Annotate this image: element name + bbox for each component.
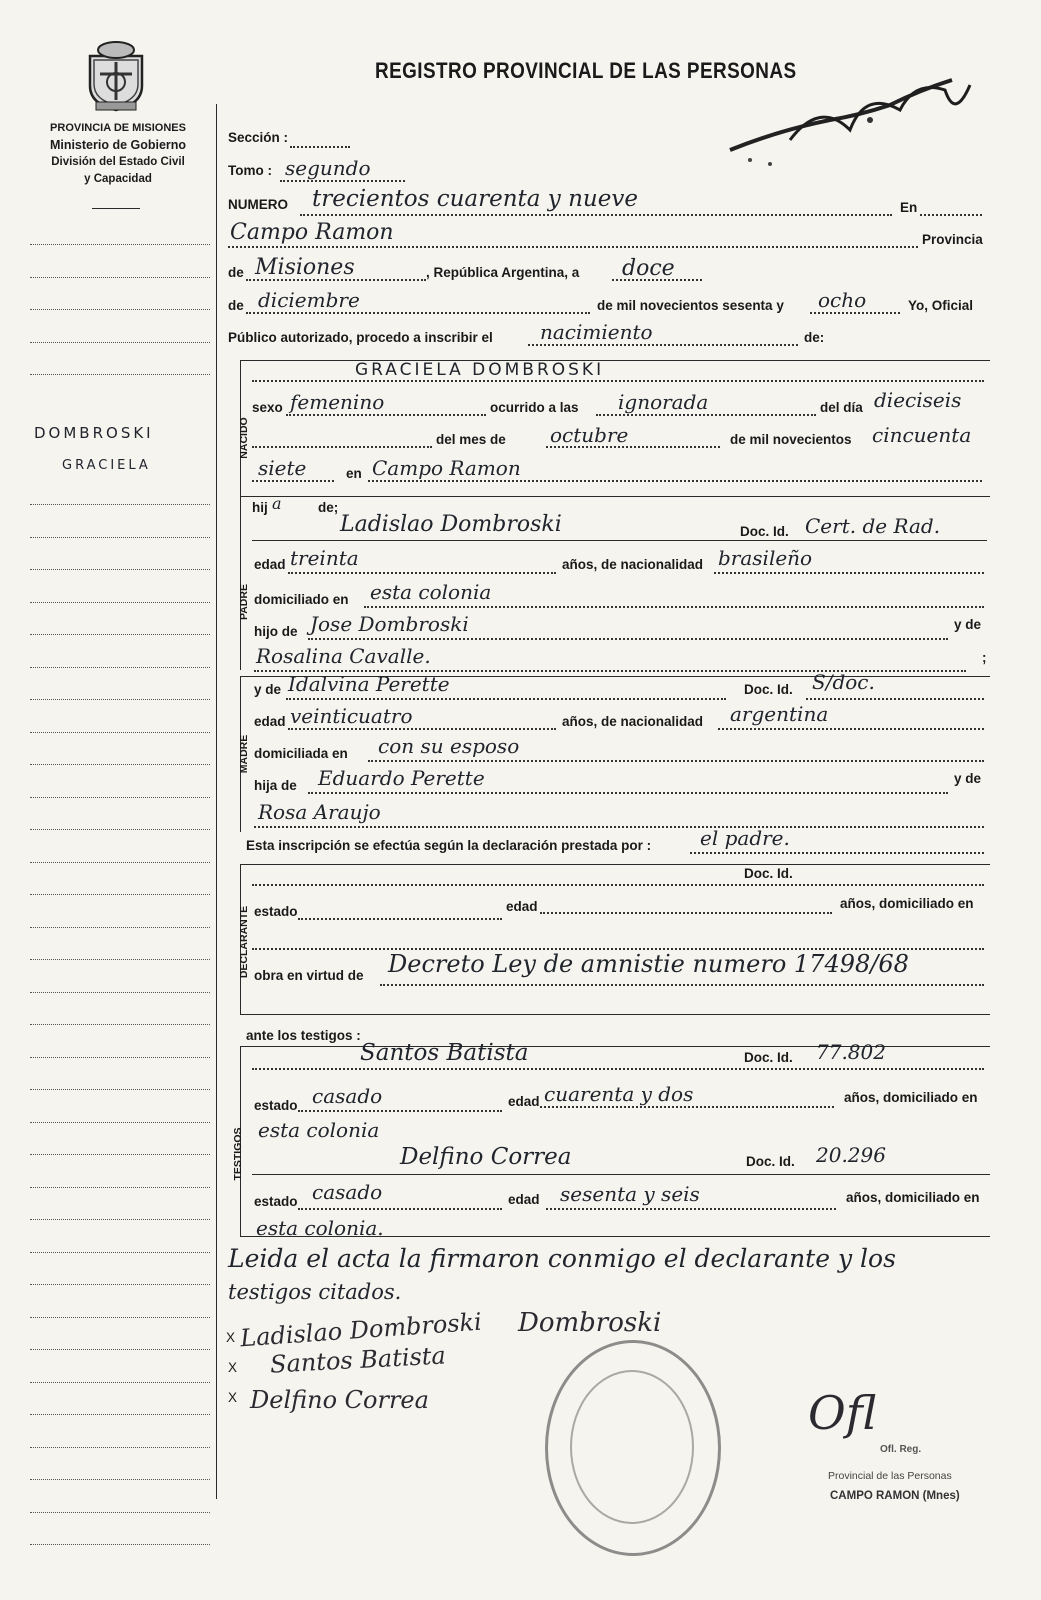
stamp-text-1: Provincial de las Personas [828,1470,952,1482]
provincia-value: Misiones [255,255,355,280]
padre-value: Ladislao Dombroski [340,512,562,537]
declarante-doc-label: Doc. Id. [744,866,793,881]
madre-y-de-label: y de [954,771,982,786]
x-mark-3: X [228,1390,238,1405]
publico-label: Público autorizado, procedo a inscribir el [228,330,493,345]
madre-doc-value: S/doc. [812,670,875,694]
testigo2-dom-value: esta colonia. [256,1216,384,1240]
margin-rule-line [30,1187,210,1188]
testigo2-doc-value: 20.296 [816,1143,886,1167]
testigo1-doc-label: Doc. Id. [744,1050,793,1065]
madre-value: Idalvina Perette [288,672,450,696]
margin-rule-line [30,732,210,733]
acto-value: nacimiento [540,320,653,344]
margin-rule-line [30,309,210,310]
margin-rule-line [30,927,210,928]
margin-rule-line [30,829,210,830]
ocurrido-label: ocurrido a las [490,400,579,415]
anio-acta-value: ocho [818,288,867,312]
margin-rule-line [30,634,210,635]
semicolon-1: ; [982,650,987,665]
division-label-2: y Capacidad [84,173,152,185]
mes-acta-value: diciembre [258,288,360,312]
margin-rule-line [30,1252,210,1253]
testigo2-value: Delfino Correa [400,1144,572,1170]
margin-rule-line [30,1024,210,1025]
signature-right: Dombroski [518,1308,662,1338]
testigo1-anos-dom-label: años, domiciliado en [844,1090,978,1105]
de-semicolon-label: de; [318,500,339,515]
de-colon-label: de: [804,330,825,345]
testigo2-anos-dom-label: años, domiciliado en [846,1190,980,1205]
margin-rule-line [30,244,210,245]
margin-rule-line [30,602,210,603]
nombre-value: GRACIELA DOMBROSKI [355,360,605,380]
anio-value-2: siete [258,456,307,480]
margin-rule-line [30,1284,210,1285]
padre-edad-value: treinta [290,546,359,570]
division-label: División del Estado Civil [51,156,185,168]
margin-rule-line [30,342,210,343]
registry-stamp-icon [690,60,980,180]
provincia-label: Provincia [922,232,983,247]
madre-padre-value: Eduardo Perette [318,766,485,790]
margin-rule-line [30,1447,210,1448]
margin-rule-line [30,797,210,798]
testigo2-edad-value: sesenta y seis [560,1182,700,1206]
margin-rule-line [30,959,210,960]
testigo1-estado-value: casado [312,1084,383,1108]
hij-label: hij [252,500,268,515]
margin-rule-line [30,1382,210,1383]
testigo1-doc-value: 77.802 [816,1040,886,1064]
madre-madre-value: Rosa Araujo [258,800,381,824]
tomo-label: Tomo : [228,163,272,178]
margin-rule-line [30,537,210,538]
sexo-value: femenino [290,390,385,414]
numero-label: NUMERO [228,197,288,212]
madre-doc-label: Doc. Id. [744,682,793,697]
cierre-line-1: Leida el acta la firmaron conmigo el declarante y los [228,1244,896,1273]
padre-dom-label: domiciliado en [254,592,349,607]
padre-edad-label: edad [254,557,286,572]
madre-nac-label: años, de nacionalidad [562,714,704,729]
de-mil-novecientos-label: de mil novecientos [730,432,852,447]
page-title: REGISTRO PROVINCIAL DE LAS PERSONAS [375,58,797,83]
testigo2-doc-label: Doc. Id. [746,1154,795,1169]
seccion-label: Sección : [228,130,289,145]
margin-rule-line [30,1544,210,1545]
hora-value: ignorada [618,390,709,414]
margin-rule-line [30,1154,210,1155]
stamp-text-3: Ofl. Reg. [880,1444,922,1455]
testigo1-value: Santos Batista [360,1040,529,1066]
margin-rule-line [30,764,210,765]
margin-rule-line [30,699,210,700]
obra-value: Decreto Ley de amnistie numero 17498/68 [388,950,909,978]
de-label-2: de [228,298,244,313]
margin-rule-line [30,1414,210,1415]
signature-1: Ladislao Dombroski [239,1307,483,1353]
stamp-text-2: CAMPO RAMON (Mnes) [830,1490,960,1502]
section-nacido: NACIDO [238,417,250,459]
en-label: En [900,200,918,215]
padre-dom-value: esta colonia [370,580,492,604]
hij-suffix: a [272,494,282,513]
margin-rule-line [30,1122,210,1123]
declarante-edad-label: edad [506,899,538,914]
esta-inscripcion-label: Esta inscripción se efectúa según la declaración prestada por : [246,838,652,853]
ministry-label: Ministerio de Gobierno [49,138,187,152]
padre-nac-value: brasileño [718,546,813,570]
de-mil-sesenta-label: de mil novecientos sesenta y [597,298,784,313]
anio-value-1: cincuenta [872,423,972,447]
margin-rule-line [30,992,210,993]
coat-of-arms-icon [80,38,152,114]
margin-given-name: GRACIELA [62,458,151,473]
section-padre: PADRE [238,584,250,620]
madre-dom-value: con su esposo [378,734,520,758]
section-declarante: DECLARANTE [238,905,250,979]
testigo1-dom-value: esta colonia [258,1118,380,1142]
testigo1-estado-label: estado [254,1098,298,1113]
en-value: Campo Ramon [230,220,394,245]
obra-label: obra en virtud de [254,968,364,983]
padre-nac-label: años, de nacionalidad [562,557,704,572]
declarante-anos-dom-label: años, domiciliado en [840,896,974,911]
margin-rule-line [30,1479,210,1480]
padre-y-de-label: y de [954,617,982,632]
margin-rule-line [30,1057,210,1058]
province-label: PROVINCIA DE MISIONES [50,122,186,134]
cierre-line-2: testigos citados. [228,1280,402,1304]
margin-rule-line [30,569,210,570]
testigo1-edad-label: edad [508,1094,540,1109]
madre-edad-value: veinticuatro [290,704,413,728]
margin-rule-line [30,1349,210,1350]
margin-rule-line [30,894,210,895]
del-mes-label: del mes de [436,432,506,447]
en-lower-label: en [346,466,362,481]
x-mark-2: X [228,1360,238,1375]
official-signature: Ofl [808,1386,877,1440]
declarante-estado-label: estado [254,904,298,919]
madre-nac-value: argentina [730,702,829,726]
testigo2-estado-value: casado [312,1180,383,1204]
madre-dom-label: domiciliada en [254,746,348,761]
y-de-label: y de [254,682,282,697]
republica-label: , República Argentina, a [426,265,580,280]
tomo-value: segundo [285,156,371,180]
madre-hija-label: hija de [254,778,297,793]
signature-3: Delfino Correa [250,1386,429,1414]
margin-rule-line [30,277,210,278]
margin-rule-line [30,1089,210,1090]
testigo1-edad-value: cuarenta y dos [544,1082,694,1106]
de-label: de [228,265,244,280]
margin-rule-line [30,1219,210,1220]
section-testigos: TESTIGOS [232,1127,244,1181]
numero-value: trecientos cuarenta y nueve [312,186,638,212]
x-mark-1: X [226,1330,236,1345]
padre-hijo-label: hijo de [254,624,298,639]
padre-doc-label: Doc. Id. [740,524,789,539]
ante-testigos-label: ante los testigos : [246,1028,361,1043]
dia-acta-value: doce [622,256,675,281]
margin-rule-line [30,667,210,668]
padre-doc-value: Cert. de Rad. [805,514,941,538]
margin-rule-line [30,504,210,505]
margin-rule-line [30,1512,210,1513]
dia-value: dieciseis [874,388,962,412]
margin-surname: DOMBROSKI [34,424,154,442]
yo-oficial-label: Yo, Oficial [908,298,974,313]
margin-rule-line [30,862,210,863]
declarante-value: el padre. [700,826,790,850]
sexo-label: sexo [252,400,283,415]
lugar-value: Campo Ramon [372,456,521,480]
testigo2-estado-label: estado [254,1194,298,1209]
margin-rule-line [30,374,210,375]
padre-padre-value: Jose Dombroski [310,612,469,636]
mes-value: octubre [550,423,629,447]
testigo2-edad-label: edad [508,1192,540,1207]
madre-edad-label: edad [254,714,286,729]
margin-rule-line [30,1317,210,1318]
signature-2: Santos Batista [269,1341,447,1379]
section-madre: MADRE [238,734,250,774]
padre-madre-value: Rosalina Cavalle. [256,644,431,668]
del-dia-label: del día [820,400,863,415]
